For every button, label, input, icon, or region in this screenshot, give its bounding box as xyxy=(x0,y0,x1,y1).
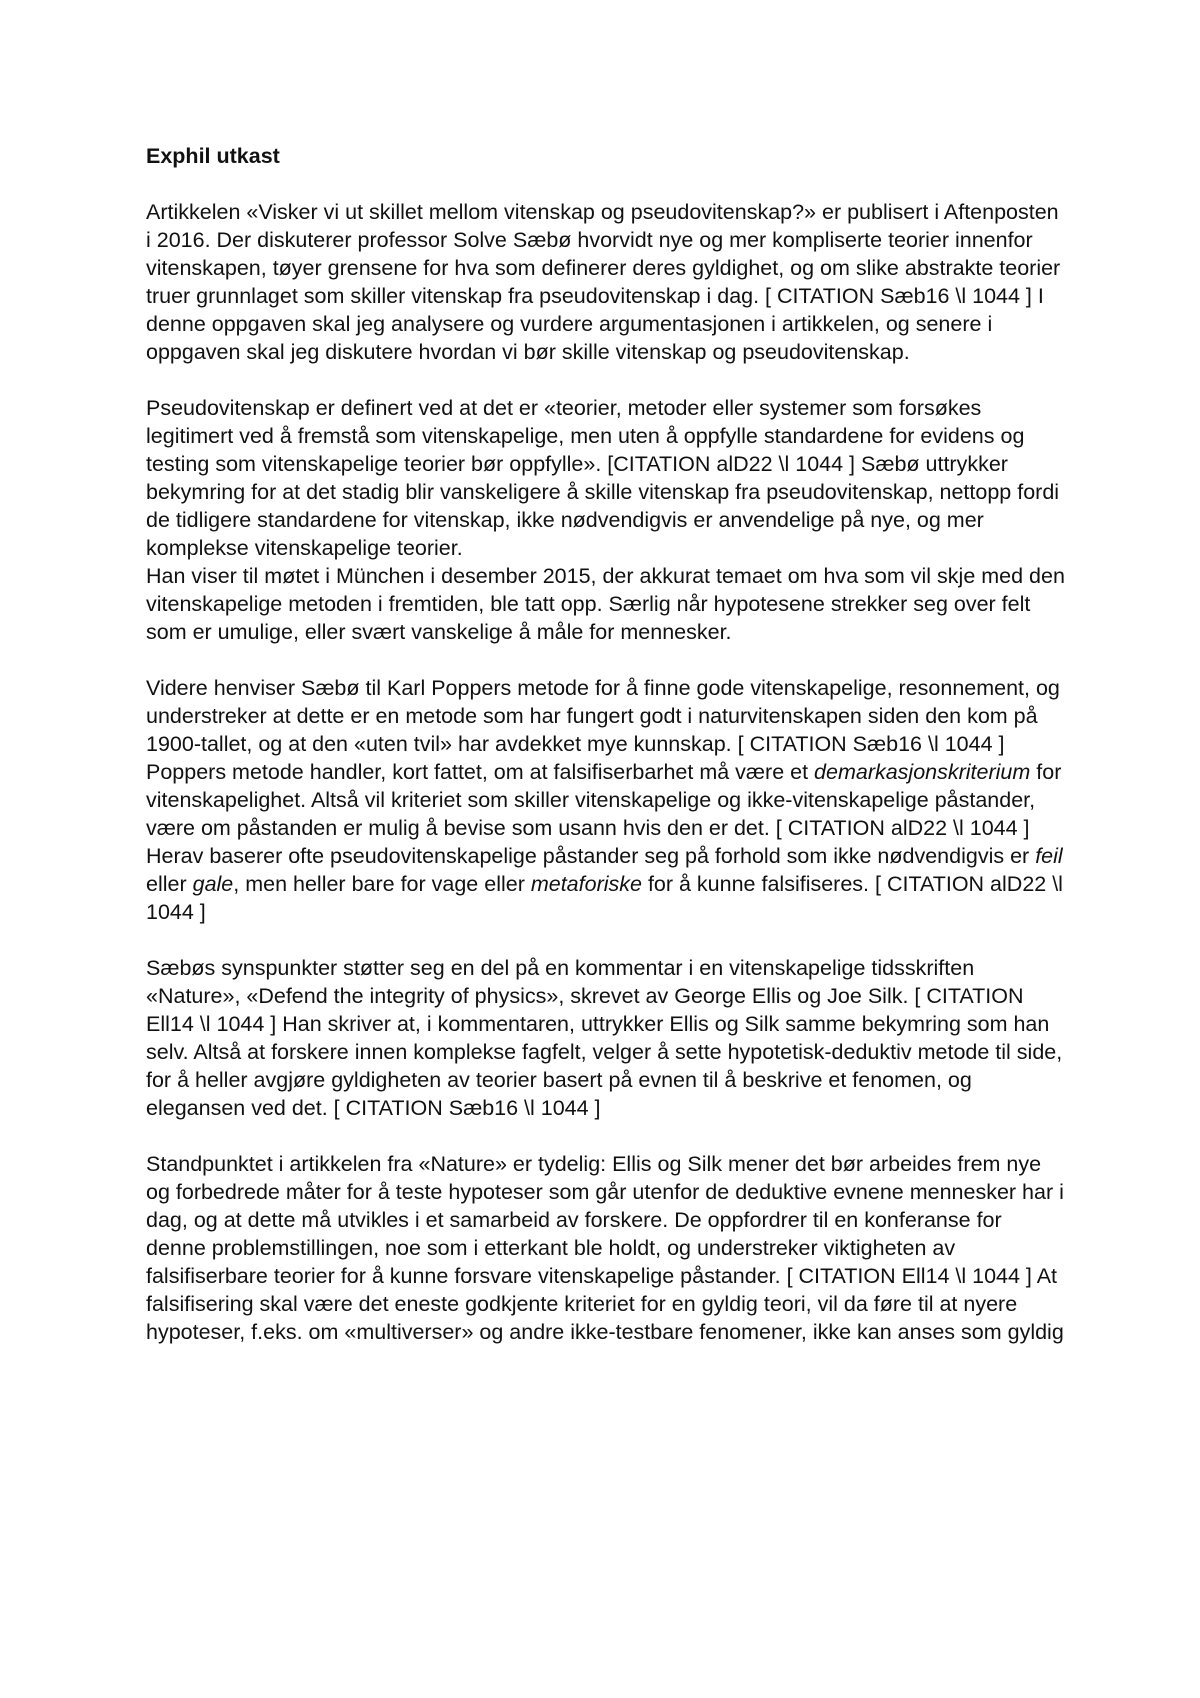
paragraph-text: , men heller bare for vage eller xyxy=(233,872,531,896)
italic-term: demarkasjonskriterium xyxy=(814,760,1031,784)
italic-term: feil xyxy=(1035,844,1063,868)
paragraph-nature-standpoint xyxy=(146,1150,1066,1346)
paragraph-text: Pseudovitenskap er definert ved at det er «teorier, metoder eller systemer som forsøkes legitimert ved å fremstå som vitenskapelige, men uten å oppfylle standardene for evidens og testing som vitenskapelige teorier bør oppfylle». [CITATION alD22 \l 1044 ] Sæbø uttrykker bekymring for at det stadig blir vanskeligere å skille vitenskap fra pseudovitenskap, nettopp fordi de tidligere standardene for vitenskap, ikke nødvendigvis er anvendelige på nye, og mer komplekse vitenskapelige teorier. xyxy=(146,396,1060,560)
paragraph-munich-meeting xyxy=(146,562,1066,646)
italic-term: metaforiske xyxy=(530,872,642,896)
paragraph-text: Videre henviser Sæbø til Karl Poppers metode for å finne gode vitenskapelige, resonnement, og understreker at dette er en metode som har fungert godt i naturvitenskapen siden den kom på 1900-tallet, og at den «uten tvil» har avdekket mye kunnskap. [ CITATION Sæb16 \l 1044 ] Poppers metode handler, kort fattet, om at falsifiserbarhet må være et xyxy=(146,676,1060,784)
paragraph-text: for vitenskapelighet. Altså vil kriteriet som skiller vitenskapelige og ikke-vitenskapelige påstander, være om påstanden er mulig å bevise som usann hvis den er det. [ CITATION alD22 \l 1044 ] Herav baserer ofte pseudovitenskapelige påstander seg på forhold som ikke nødvendigvis er xyxy=(146,760,1062,868)
paragraph-pseudoscience-definition xyxy=(146,394,1066,562)
paragraph-intro xyxy=(146,198,1066,366)
paragraph-text: Artikkelen «Visker vi ut skillet mellom vitenskap og pseudovitenskap?» er publisert i Aftenposten i 2016. Der diskuterer professor Solve Sæbø hvorvidt nye og mer kompliserte teorier innenfor vitenskapen, tøyer grensene for hva som definerer deres gyldighet, og om slike abstrakte teorier truer grunnlaget som skiller vitenskap fra pseudovitenskap i dag. [ CITATION Sæb16 \l 1044 ] I denne oppgaven skal jeg analysere og vurdere argumentasjonen i artikkelen, og senere i oppgaven skal jeg diskutere hvordan vi bør skille vitenskap og pseudovitenskap. xyxy=(146,200,1061,364)
paragraph-text: Han viser til møtet i München i desember 2015, der akkurat temaet om hva som vil skje med den vitenskapelige metoden i fremtiden, ble tatt opp. Særlig når hypotesene strekker seg over felt som er umulige, eller svært vanskelige å måle for mennesker. xyxy=(146,564,1065,644)
paragraph-text: Standpunktet i artikkelen fra «Nature» er tydelig: Ellis og Silk mener det bør arbeides frem nye og forbedrede måter for å teste hypoteser som går utenfor de deduktive evnene mennesker har i dag, og at dette må utvikles i et samarbeid av forskere. De oppfordrer til en konferanse for denne problemstillingen, noe som i etterkant ble holdt, og understreker viktigheten av falsifiserbare teorier for å kunne forsvare vitenskapelige påstander. [ CITATION Ell14 \l 1044 ] At falsifisering skal være det eneste godkjente kriteriet for en gyldig teori, vil da føre til at nyere hypoteser, f.eks. om «multiverser» og andre ikke-testbare fenomener, ikke kan anses som gyldig xyxy=(146,1152,1064,1344)
paragraph-text: for å kunne falsifiseres. [ CITATION alD22 \l 1044 ] xyxy=(146,872,1063,924)
italic-term: gale xyxy=(192,872,234,896)
paragraph-nature-comment xyxy=(146,954,1066,1122)
paragraph-text: Sæbøs synspunkter støtter seg en del på en kommentar i en vitenskapelige tidsskriften «Nature», «Defend the integrity of physics», skrevet av George Ellis og Joe Silk. [ CITATION Ell14 \l 1044 ] Han skriver at, i kommentaren, uttrykker Ellis og Silk samme bekymring som han selv. Altså at forskere innen komplekse fagfelt, velger å sette hypotetisk-deduktiv metode til side, for å heller avgjøre gyldigheten av teorier basert på evnen til å beskrive et fenomen, og elegansen ved det. [ CITATION Sæb16 \l 1044 ] xyxy=(146,956,1063,1120)
paragraph-text: eller xyxy=(146,872,193,896)
document-title: Exphil utkast xyxy=(146,144,280,168)
paragraph-popper xyxy=(146,674,1066,926)
document-page xyxy=(146,142,1066,1374)
